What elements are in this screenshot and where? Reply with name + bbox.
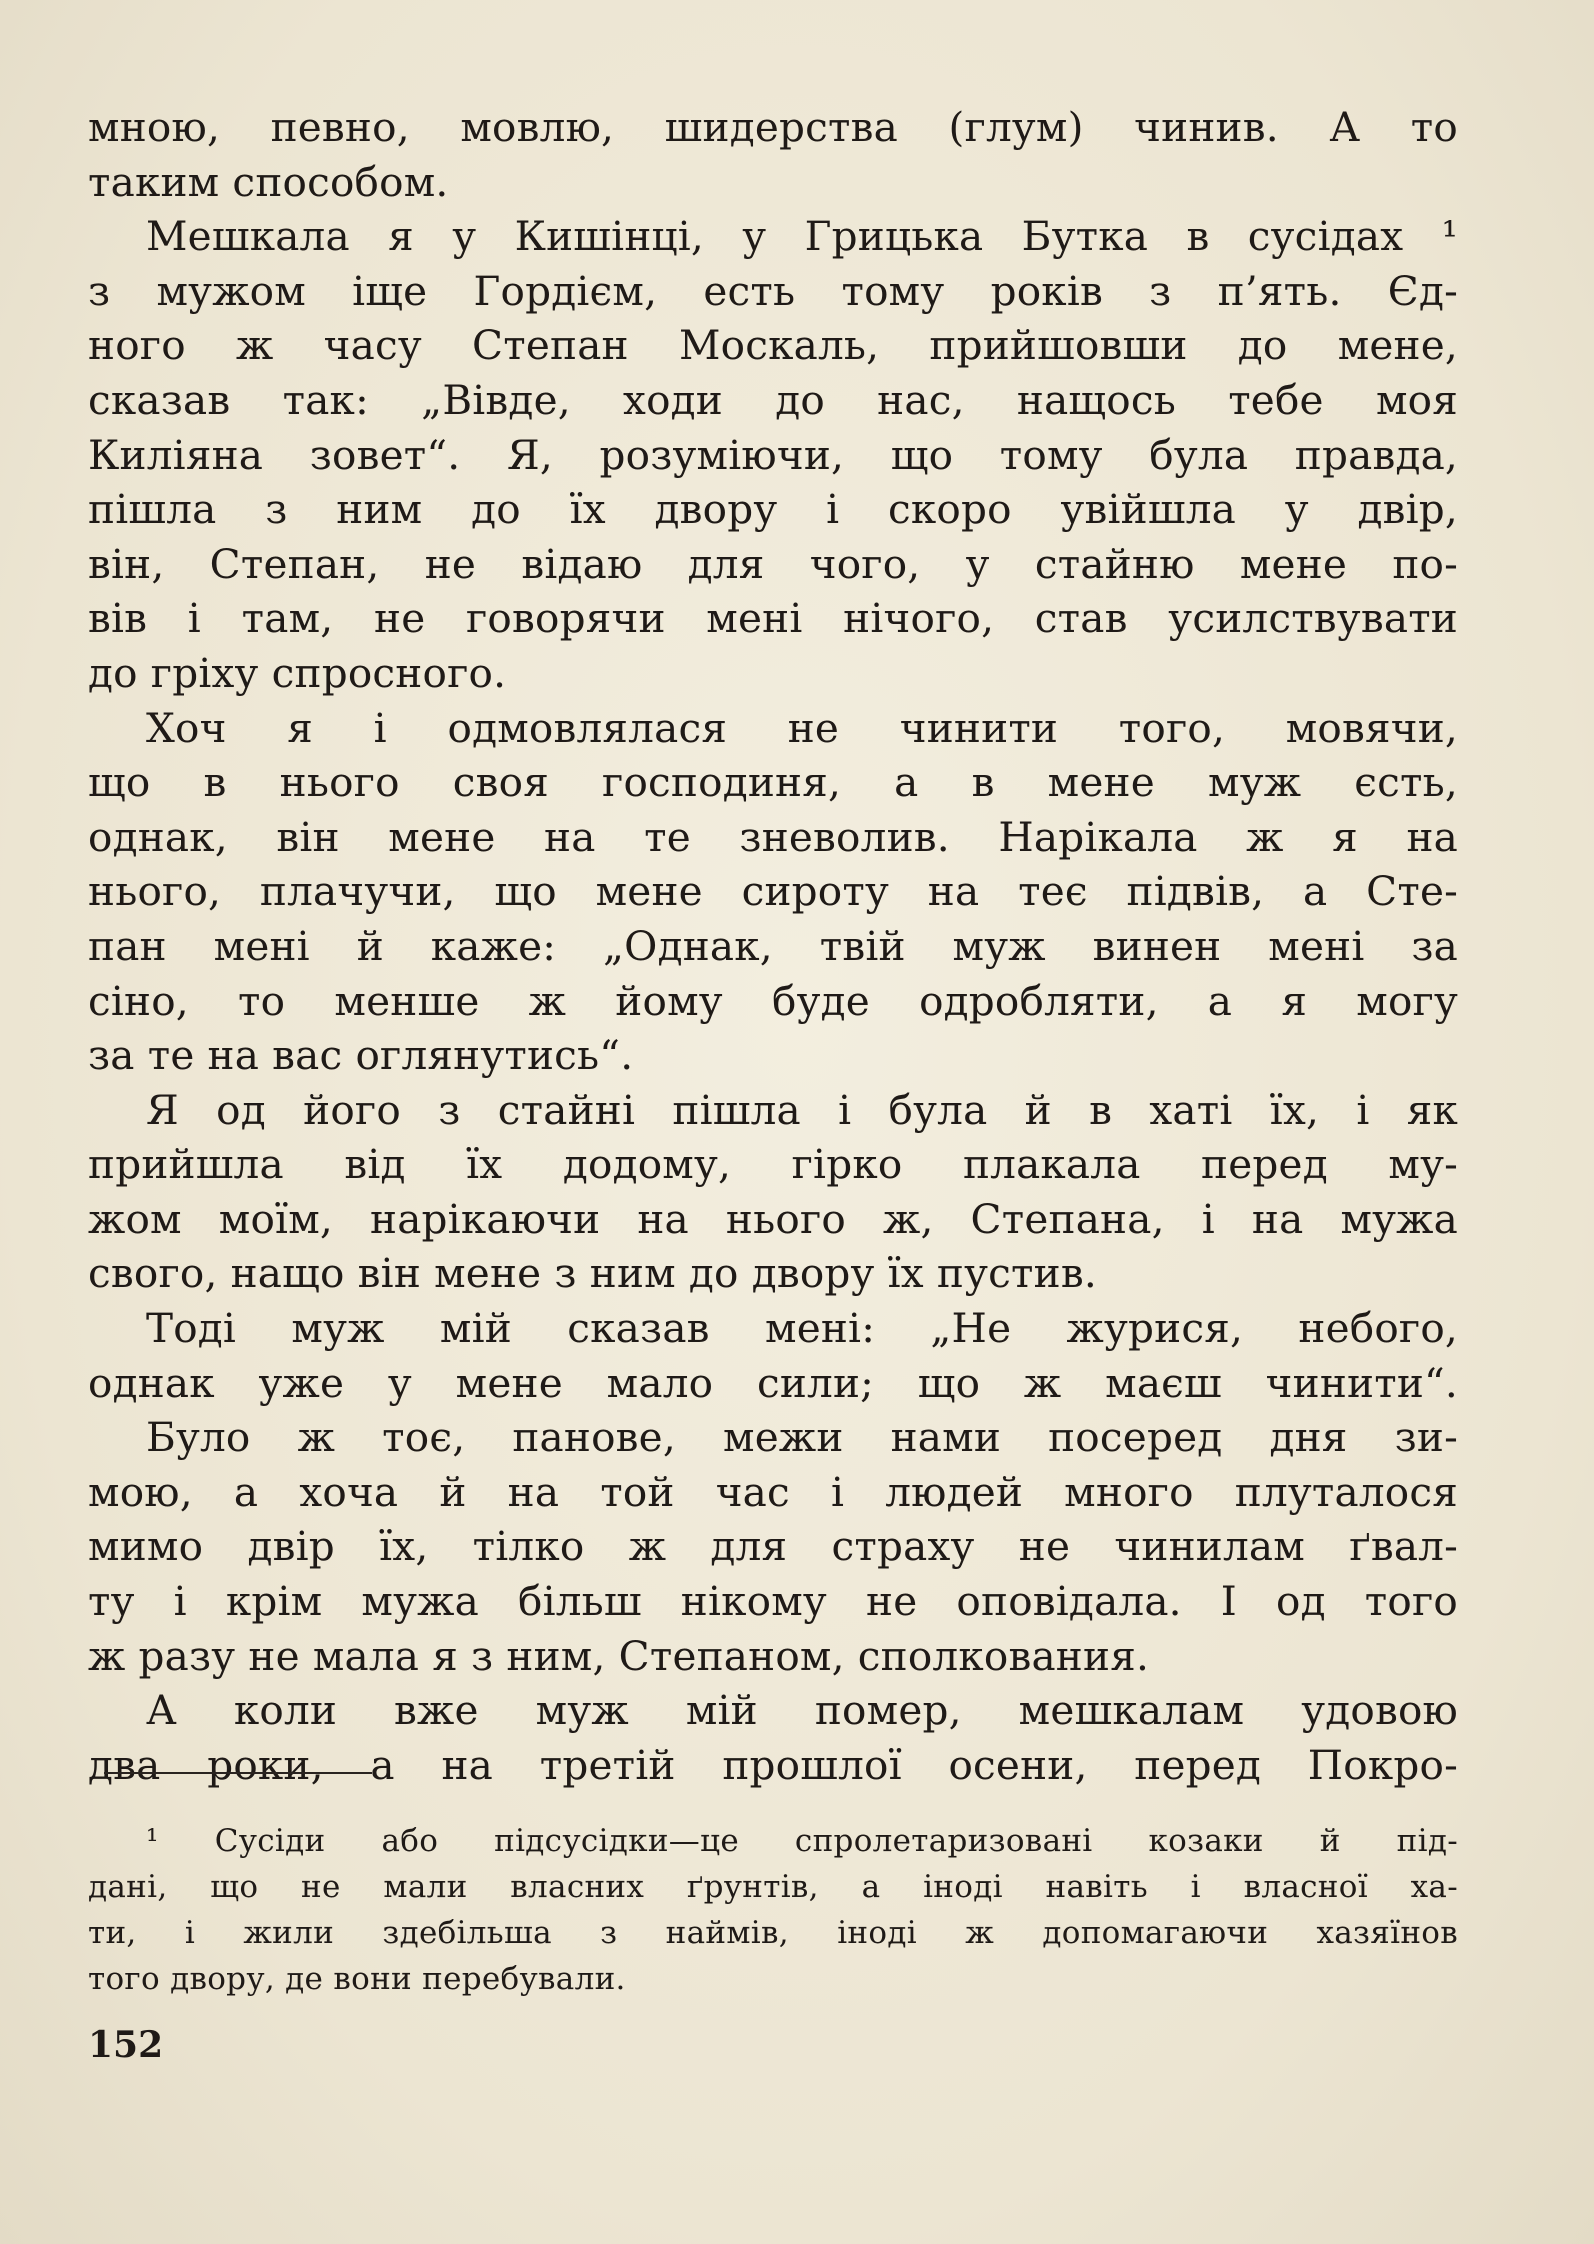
text-line: ж разу не мала я з ним, Степаном, сполкования. xyxy=(88,1631,1150,1680)
text-line: пішла з ним до їх двору і скоро увійшла у двір, xyxy=(88,485,1458,534)
main-text xyxy=(88,100,1458,1792)
text-line: два роки, а на третій прошлої осени, перед Покро- xyxy=(88,1740,1458,1789)
text-line: свого, нащо він мене з ним до двору їх пустив. xyxy=(88,1249,1097,1298)
text-line: ного ж часу Степан Москаль, прийшовши до мене, xyxy=(88,321,1458,370)
text-line: Тоді муж мій сказав мені: „Не журися, небого, xyxy=(146,1304,1458,1353)
footnote xyxy=(88,1818,1458,2002)
page-number: 152 xyxy=(88,2024,164,2066)
text-line: з мужом іще Гордієм, есть тому років з п’ять. Єд- xyxy=(88,266,1458,315)
text-line: сіно, то менше ж йому буде одробляти, а я могу xyxy=(88,976,1458,1025)
footnote-line: того двору, де вони перебували. xyxy=(88,1961,626,1997)
text-line: мимо двір їх, тілко ж для страху не чинилам ґвал- xyxy=(88,1522,1458,1571)
text-line: Киліяна зовет“. Я, розуміючи, що тому була правда, xyxy=(88,430,1458,479)
text-line: однак, він мене на те зневолив. Нарікала ж я на xyxy=(88,812,1458,861)
text-line: прийшла від їх додому, гірко плакала перед му- xyxy=(88,1140,1458,1189)
text-line: за те на вас оглянутись“. xyxy=(88,1031,634,1080)
footnote-divider xyxy=(104,1772,372,1774)
text-line: Я од його з стайні пішла і була й в хаті їх, і як xyxy=(146,1085,1458,1134)
text-line: мною, певно, мовлю, шидерства (глум) чинив. А то xyxy=(88,103,1458,151)
text-line: Мешкала я у Кишінці, у Грицька Бутка в сусідах ¹ xyxy=(146,212,1458,261)
text-line: ту і крім мужа більш нікому не оповідала. І од того xyxy=(88,1577,1458,1626)
text-line: А коли вже муж мій помер, мешкалам удовою xyxy=(146,1686,1458,1735)
text-line: жом моїм, нарікаючи на нього ж, Степана, і на мужа xyxy=(88,1194,1458,1243)
text-line: однак уже у мене мало сили; що ж маєш чинити“. xyxy=(88,1358,1458,1407)
text-line: до гріху спросного. xyxy=(88,648,507,697)
text-line: мою, а хоча й на той час і людей много плуталося xyxy=(88,1467,1458,1516)
footnote-line: ти, і жили здебільша з наймів, іноді ж допомагаючи хазяїнов xyxy=(88,1915,1458,1951)
text-line: пан мені й каже: „Однак, твій муж винен мені за xyxy=(88,921,1458,970)
text-line: він, Степан, не відаю для чого, у стайню мене по- xyxy=(88,539,1458,588)
text-line: Хоч я і одмовлялася не чинити того, мовячи, xyxy=(146,703,1458,752)
footnote-line: дані, що не мали власних ґрунтів, а іноді навіть і власної ха- xyxy=(88,1869,1458,1905)
text-line: Було ж тоє, панове, межи нами посеред дня зи- xyxy=(146,1413,1458,1462)
text-line: вів і там, не говорячи мені нічого, став усилствувати xyxy=(88,594,1458,643)
text-line: сказав так: „Вівде, ходи до нас, нащось тебе моя xyxy=(88,375,1458,424)
footnote-line: ¹ Сусіди або підсусідки—це спролетаризовані козаки й під- xyxy=(146,1823,1458,1859)
text-line: нього, плачучи, що мене сироту на теє підвів, а Сте- xyxy=(88,867,1458,916)
text-line: таким способом. xyxy=(88,157,449,206)
text-line: що в нього своя господиня, а в мене муж єсть, xyxy=(88,758,1458,807)
